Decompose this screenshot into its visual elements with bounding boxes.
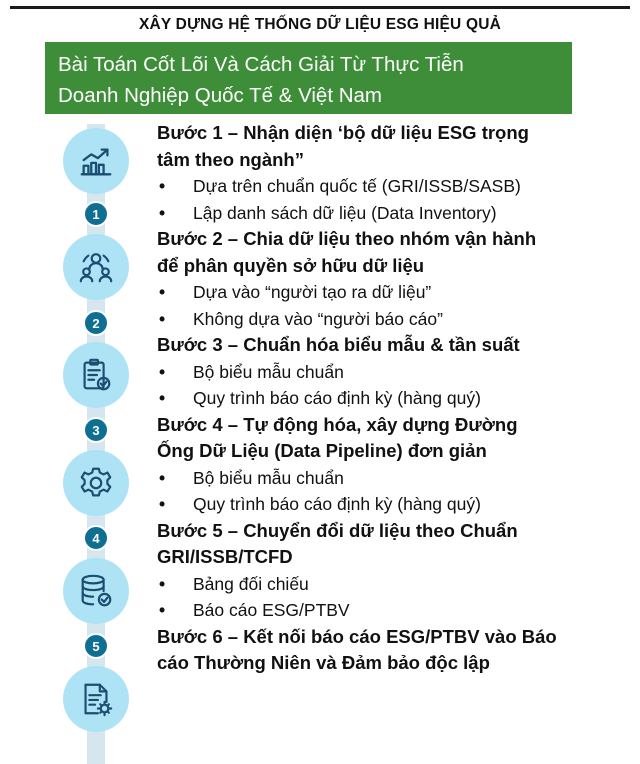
step-number-1: 1 <box>83 201 109 227</box>
list-item <box>157 465 627 492</box>
banner-line-1: Bài Toán Cốt Lõi Và Cách Giải Từ Thực Tiễn <box>58 53 464 76</box>
step-1-title-line-1: Bước 1 – Nhận diện ‘bộ dữ liệu ESG trọng <box>157 122 529 143</box>
list-item <box>157 359 627 386</box>
list-item <box>157 491 627 518</box>
step-1 <box>157 120 627 226</box>
bullet-dot: • <box>159 494 166 514</box>
steps-content <box>157 120 627 677</box>
bullet-dot: • <box>159 388 166 408</box>
step-1-title-line-2: tâm theo ngành” <box>157 148 304 170</box>
form-checklist-icon <box>63 342 129 408</box>
step-number-3: 3 <box>83 417 109 443</box>
bullet-text: Dựa trên chuẩn quốc tế (GRI/ISSB/SASB) <box>193 176 521 196</box>
step-number-5: 5 <box>83 633 109 659</box>
step-1-title <box>157 120 627 173</box>
page-title: XÂY DỰNG HỆ THỐNG DỮ LIỆU ESG HIỆU QUẢ <box>138 16 501 33</box>
step-4-title-line-1: Bước 4 – Tự động hóa, xây dựng Đường <box>157 413 518 435</box>
list-item <box>157 385 627 412</box>
step-6 <box>157 624 627 677</box>
bullet-dot: • <box>159 361 166 382</box>
list-item <box>157 571 627 598</box>
growth-chart-icon <box>63 128 129 194</box>
bullet-dot: • <box>159 282 166 302</box>
bullet-text: Báo cáo ESG/PTBV <box>193 600 350 620</box>
step-2 <box>157 226 627 332</box>
step-2-title-line-2: để phân quyền sở hữu dữ liệu <box>157 254 425 276</box>
bullet-text: Lập danh sách dữ liệu (Data Inventory) <box>193 202 497 223</box>
step-2-title <box>157 226 627 279</box>
banner-line-2: Doanh Nghiệp Quốc Tế & Việt Nam <box>58 84 383 107</box>
list-item <box>157 200 627 227</box>
step-4 <box>157 412 627 518</box>
bullet-text: Quy trình báo cáo định kỳ (hàng quý) <box>193 388 481 408</box>
step-5-title-line-2: GRI/ISSB/TCFD <box>157 546 293 567</box>
step-number-4: 4 <box>83 525 109 551</box>
step-6-title <box>157 624 627 677</box>
database-check-icon <box>63 558 129 624</box>
step-4-title <box>157 412 627 465</box>
list-item <box>157 279 627 306</box>
bullet-dot: • <box>159 573 166 594</box>
bullet-text: Không dựa vào “người báo cáo” <box>193 308 443 329</box>
bullet-dot: • <box>159 202 166 223</box>
step-3-title-line-1: Bước 3 – Chuẩn hóa biểu mẫu & tần suất <box>157 334 520 355</box>
subtitle-banner <box>45 42 572 114</box>
bullet-dot: • <box>159 600 166 620</box>
step-3-title <box>157 332 627 359</box>
step-5-title <box>157 518 627 571</box>
step-2-title-line-1: Bước 2 – Chia dữ liệu theo nhóm vận hành <box>157 228 537 249</box>
bullet-text: Dựa vào “người tạo ra dữ liệu” <box>193 282 432 302</box>
step-5 <box>157 518 627 624</box>
bullet-text: Bộ biểu mẫu chuẩn <box>193 361 344 382</box>
step-timeline <box>61 120 131 743</box>
step-4-title-line-2: Ống Dữ Liệu (Data Pipeline) đơn giản <box>157 440 487 461</box>
bullet-dot: • <box>159 176 166 196</box>
step-3 <box>157 332 627 412</box>
list-item <box>157 306 627 333</box>
step-5-title-line-1: Bước 5 – Chuyển đổi dữ liệu theo Chuẩn <box>157 519 518 541</box>
bullet-dot: • <box>159 467 166 488</box>
team-users-icon <box>63 234 129 300</box>
step-6-title-line-2: cáo Thường Niên và Đảm bảo độc lập <box>157 652 490 673</box>
bullet-text: Bộ biểu mẫu chuẩn <box>193 467 344 488</box>
gear-settings-icon <box>63 450 129 516</box>
step-number-2: 2 <box>83 310 109 336</box>
bullet-text: Bảng đối chiếu <box>193 573 309 594</box>
bullet-dot: • <box>159 308 166 329</box>
list-item <box>157 173 627 200</box>
list-item <box>157 597 627 624</box>
top-rule <box>10 6 630 9</box>
report-settings-icon <box>63 666 129 732</box>
step-6-title-line-1: Bước 6 – Kết nối báo cáo ESG/PTBV vào Báo <box>157 625 557 647</box>
bullet-text: Quy trình báo cáo định kỳ (hàng quý) <box>193 494 481 514</box>
